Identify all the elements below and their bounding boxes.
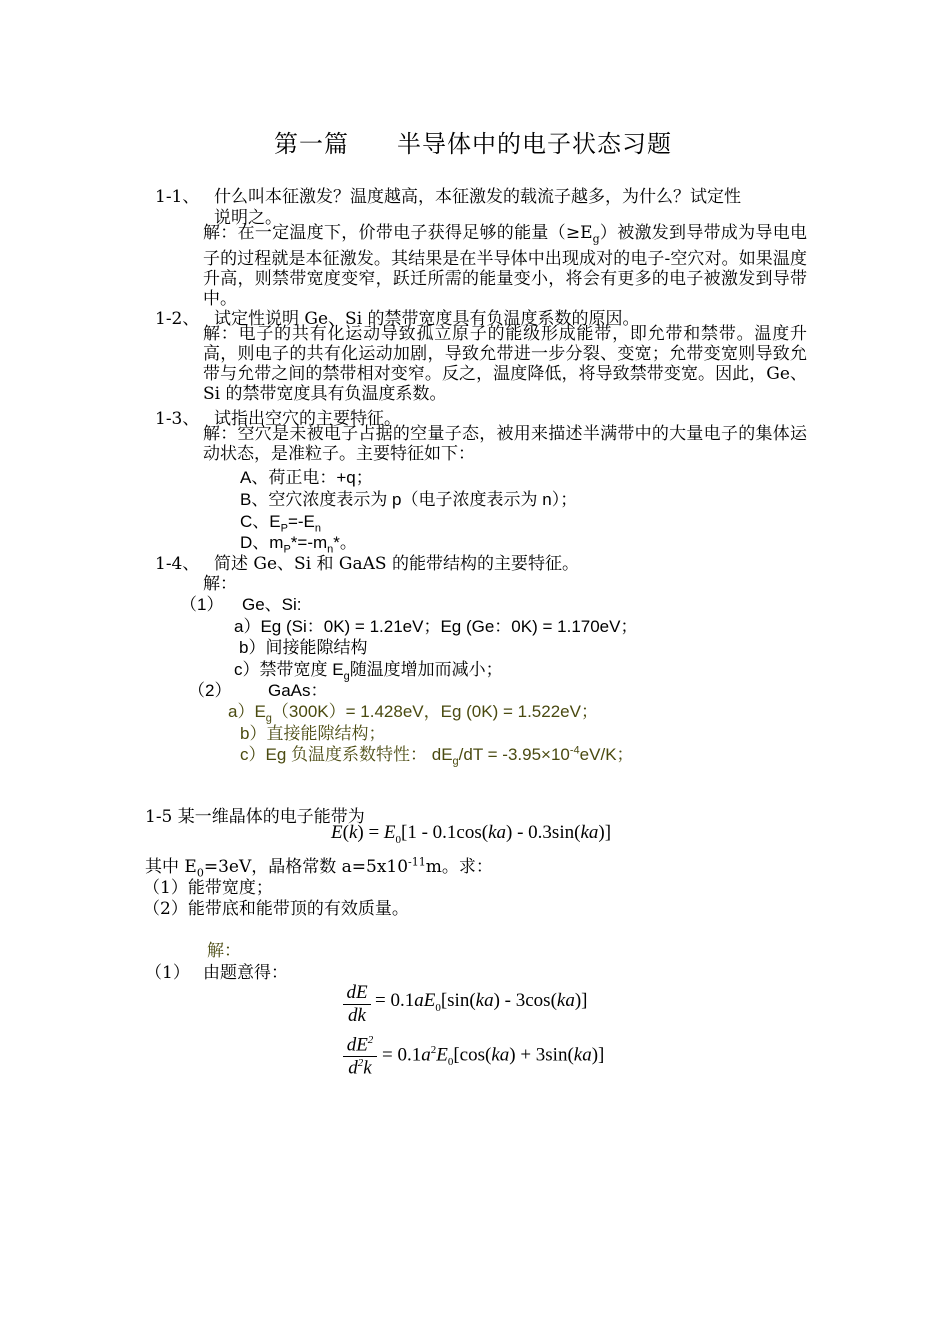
- q5-eq1-fraction: $\frac{dE}{dk}$: [343, 982, 371, 1027]
- q4-number: 1-4、: [155, 554, 200, 574]
- q4-question: 简述 Ge、Si 和 GaAS 的能带结构的主要特征。: [214, 554, 579, 574]
- q1-question-line2: 说明之。: [214, 208, 282, 228]
- q4-group1-b: b）间接能隙结构: [239, 638, 368, 657]
- q4-group1-label: （1）: [180, 595, 224, 614]
- q1-number: 1-1、: [155, 187, 200, 207]
- q5-band-formula: $E(k) = E_0[1 - 0.1\cos(ka) - 0.3\sin(ka)]$: [331, 822, 612, 846]
- title-name: 半导体中的电子状态习题: [397, 130, 672, 158]
- q5-ask1: （1）能带宽度；: [143, 878, 273, 898]
- q4-jie: 解：: [203, 574, 237, 594]
- q4-group2-label: （2）: [188, 681, 232, 700]
- q5-eq2-fraction: $\frac{dE^2}{d^2k}$: [343, 1034, 377, 1080]
- q5-ask2: （2）能带底和能带顶的有效质量。: [143, 899, 409, 919]
- q3-feature-d: D、$m_P*=-m_n*$。: [240, 533, 357, 556]
- q4-group1-a: a）Eg (Si：0K) = 1.21eV；Eg (Ge：0K) = 1.170eV；: [234, 617, 638, 636]
- q3-feature-c: C、$E_P=-E_n$: [240, 512, 322, 535]
- q3-number: 1-3、: [155, 409, 200, 429]
- q3-feature-b: B、空穴浓度表示为 p（电子浓度表示为 n）；: [240, 490, 578, 509]
- page-title: [274, 124, 672, 159]
- q4-group2-name: GaAs：: [268, 681, 328, 700]
- q4-group1-name: Ge、Si:: [242, 595, 302, 614]
- q1-answer: 解：在一定温度下，价带电子获得足够的能量$(\ge E_g)$被激发到导带成为导电电子的过程就是本征激发。其结果是在半导体中出现成对的电子-空穴对。如果温度升高，则禁带宽度变窄，跃迁所需的能量变小，将会有更多的电子被激发到导带中。: [203, 223, 808, 310]
- q5-step1-text: 由题意得：: [203, 963, 288, 983]
- q5-eq1-rhs: = $0.1aE_0[\sin(ka) - 3\cos(ka)]$: [375, 990, 588, 1014]
- q2-number: 1-2、: [155, 309, 200, 329]
- q2-answer: 解：电子的共有化运动导致孤立原子的能级形成能带，即允带和禁带。温度升高，则电子的共有化运动加剧，导致允带进一步分裂、变宽；允带变宽则导致允带与允带之间的禁带相对变窄。反之，温度降低，将导致禁带变宽。因此，Ge、Si 的禁带宽度具有负温度系数。: [203, 324, 807, 404]
- q3-answer: 解：空穴是未被电子占据的空量子态，被用来描述半满带中的大量电子的集体运动状态，是准粒子。主要特征如下：: [203, 424, 807, 464]
- q5-jie: 解：: [207, 941, 241, 961]
- q3-question: 试指出空穴的主要特征。: [214, 409, 401, 429]
- q5-step1-label: （1）: [145, 963, 190, 983]
- q4-group2-b: b）直接能隙结构；: [240, 724, 386, 743]
- q4-group1-c: c）禁带宽度 $E_g$随温度增加而减小；: [234, 660, 503, 683]
- q4-group2-a: $a)E_g(300K)= 1.428eV$，Eg (0K) = 1.522eV；: [228, 702, 598, 725]
- q5-eq2-rhs: = $0.1a^2E_0[\cos(ka) + 3\sin(ka)]$: [382, 1044, 605, 1069]
- q5-intro: 1-5 某一维晶体的电子能带为: [145, 807, 365, 827]
- q4-group2-c: c）Eg 负温度系数特性： $dE_g/dT = -3.95\times 10^{-4}eV/K$；: [240, 744, 634, 768]
- q1-question-line1: 什么叫本征激发？温度越高，本征激发的载流子越多，为什么？试定性: [214, 187, 741, 207]
- q3-feature-a: A、荷正电：+q；: [240, 468, 373, 487]
- q5-given: 其中 $E_0=3eV$，晶格常数 $a=5x10^{-11}m$。求：: [145, 855, 493, 880]
- q2-question: 试定性说明 Ge、Si 的禁带宽度具有负温度系数的原因。: [214, 309, 640, 329]
- title-part: 第一篇: [274, 130, 349, 158]
